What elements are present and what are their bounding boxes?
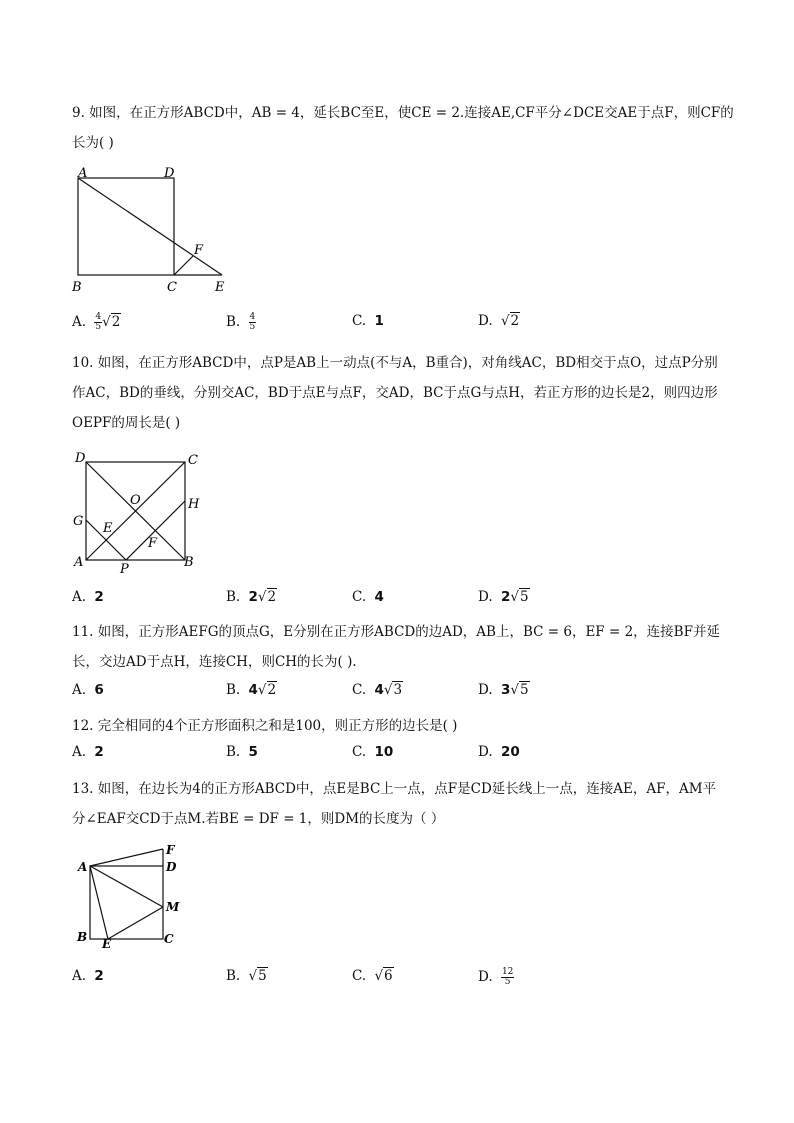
sqrt-icon xyxy=(510,589,519,605)
q13-option-c[interactable]: C. √ 6 xyxy=(352,968,394,984)
segment-ae xyxy=(90,866,108,939)
q10-option-c[interactable]: C. 4 xyxy=(352,589,384,605)
question-13-text-line-1: 13. 如图，在边长为4的正方形ABCD中，点E是BC上一点，点F是CD延长线上一点，连接AE，AF，AM平 xyxy=(72,781,717,797)
sqrt-icon xyxy=(501,313,510,329)
question-13-figure xyxy=(74,840,214,950)
q10-option-d[interactable]: D. 2√ 5 xyxy=(478,589,530,605)
label-d: D xyxy=(75,451,86,466)
q10-option-a[interactable]: A. 2 xyxy=(72,589,104,605)
q11-option-b[interactable]: B. 4√ 2 xyxy=(226,682,277,698)
segment-cf xyxy=(174,256,193,275)
q12-option-d[interactable]: D. 20 xyxy=(478,744,520,760)
label-b: B xyxy=(77,930,88,944)
sqrt-icon xyxy=(249,968,258,984)
segment-af xyxy=(90,849,163,866)
question-11-text-line-1: 11. 如图，正方形AEFG的顶点G，E分别在正方形ABCD的边AD，AB上，BC = 6，EF = 2，连接BF并延 xyxy=(72,624,720,640)
q9-option-b[interactable]: B. $\frac{4}{5}$ xyxy=(226,312,256,332)
label-e: E xyxy=(102,937,112,951)
sqrt-icon xyxy=(374,968,383,984)
label-g: G xyxy=(73,514,84,529)
q9-option-c[interactable]: C. 1 xyxy=(352,313,384,329)
question-9-text-line-2: 长为( ) xyxy=(72,135,114,151)
q12-option-a[interactable]: A. 2 xyxy=(72,744,104,760)
question-12 xyxy=(72,711,722,741)
question-10-text-line-3: OEPF的周长是( ) xyxy=(72,415,181,431)
q13-option-b[interactable]: B. √ 5 xyxy=(226,968,268,984)
question-9-figure xyxy=(70,165,270,295)
label-a: A xyxy=(74,555,84,570)
sqrt-icon xyxy=(510,682,519,698)
question-9-options xyxy=(72,313,722,339)
label-b: B xyxy=(72,280,82,295)
label-b: B xyxy=(184,555,194,570)
question-13-text-line-2: 分∠EAF交CD于点M.若BE = DF = 1，则DM的长度为（ ） xyxy=(72,811,445,827)
question-10-figure xyxy=(70,448,220,578)
question-10-text-line-1: 10. 如图，在正方形ABCD中，点P是AB上一动点(不与A，B重合)，对角线AC，BD相交于点O，过点P分别 xyxy=(72,355,718,371)
q10-option-b[interactable]: B. 2√ 2 xyxy=(226,589,277,605)
label-h: H xyxy=(188,497,200,512)
question-9 xyxy=(72,98,734,158)
label-f: F xyxy=(194,243,204,258)
question-10 xyxy=(72,348,722,438)
label-m: M xyxy=(166,900,180,914)
q12-option-b[interactable]: B. 5 xyxy=(226,744,258,760)
label-c: C xyxy=(164,932,174,946)
label-e: E xyxy=(215,280,225,295)
segment-am xyxy=(90,866,163,907)
question-13-options xyxy=(72,968,722,994)
q12-option-c[interactable]: C. 10 xyxy=(352,744,394,760)
label-d: D xyxy=(166,860,177,874)
question-12-text-line-1: 12. 完全相同的4个正方形面积之和是100，则正方形的边长是( ) xyxy=(72,718,458,734)
q11-option-d[interactable]: D. 3√ 5 xyxy=(478,682,530,698)
q13-option-d[interactable]: D. $\frac{12}{5}$ xyxy=(478,967,514,987)
label-o: O xyxy=(130,493,141,508)
q9-option-d[interactable]: D. √ 2 xyxy=(478,313,520,329)
question-11 xyxy=(72,617,722,677)
label-p: P xyxy=(120,562,129,577)
label-c: C xyxy=(188,453,198,468)
label-f: F xyxy=(166,843,175,857)
question-10-text-line-2: 作AC，BD的垂线，分别交AC，BD于点E与点F，交AD，BC于点G与点H，若正方形的边长是2，则四边形 xyxy=(72,385,718,401)
question-10-options xyxy=(72,589,722,615)
fraction: $\frac{12}{5}$ xyxy=(501,967,514,987)
label-d: D xyxy=(164,166,175,181)
question-9-text-line-1: 9. 如图，在正方形ABCD中，AB = 4，延长BC至E，使CE = 2.连接AE,CF平分∠DCE交AE于点F，则CF的 xyxy=(72,105,734,121)
fraction: $\frac{4}{5}$ xyxy=(95,312,102,332)
label-a: A xyxy=(78,860,88,874)
sqrt-icon xyxy=(102,314,111,330)
q13-option-a[interactable]: A. 2 xyxy=(72,968,104,984)
label-e: E xyxy=(103,521,113,536)
sqrt-icon xyxy=(258,682,267,698)
question-11-options xyxy=(72,682,722,708)
question-11-text-line-2: 长，交边AD于点H，连接CH，则CH的长为( ). xyxy=(72,654,357,670)
q9-option-a[interactable]: A. $\frac{4}{5}$ √ 2 xyxy=(72,313,121,332)
q11-option-c[interactable]: C. 4√ 3 xyxy=(352,682,403,698)
segment-em xyxy=(108,907,163,939)
q11-option-a[interactable]: A. 6 xyxy=(72,682,104,698)
question-12-options xyxy=(72,744,722,770)
sqrt-icon xyxy=(258,589,267,605)
question-13 xyxy=(72,774,722,834)
label-a: A xyxy=(78,166,88,181)
label-c: C xyxy=(167,280,177,295)
square-abcd xyxy=(78,178,174,275)
segment-ae xyxy=(78,178,222,275)
fraction: $\frac{4}{5}$ xyxy=(249,312,256,332)
label-f: F xyxy=(148,536,158,551)
